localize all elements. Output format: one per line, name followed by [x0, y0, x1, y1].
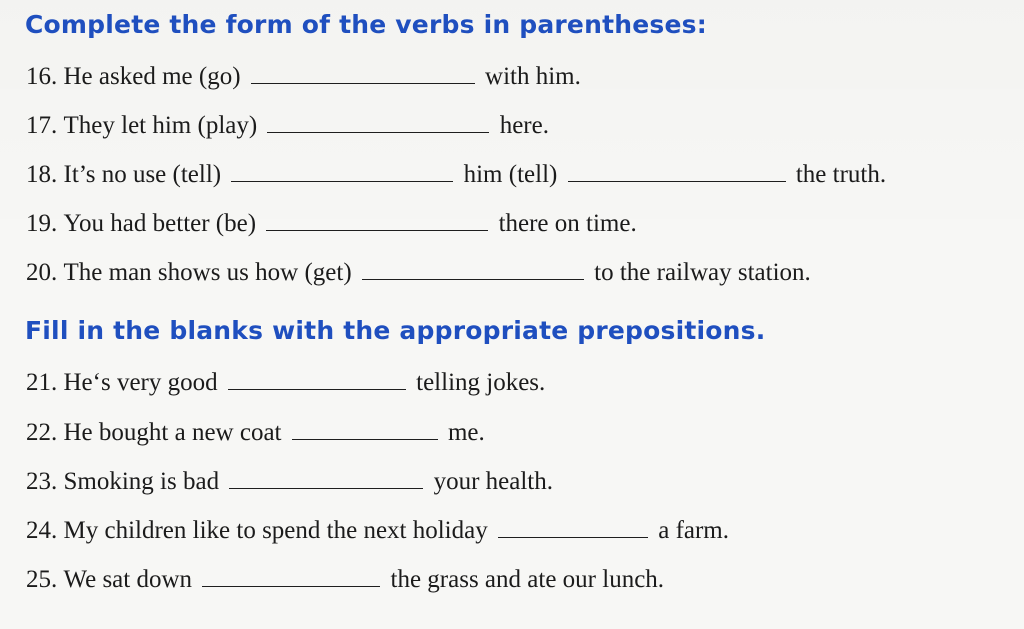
question-16 [26, 62, 581, 92]
question-19 [26, 209, 637, 239]
question-text-before: He asked me (go) [63, 63, 241, 90]
question-text-after: there on time. [498, 210, 637, 237]
question-text-before: He‘s very good [63, 369, 218, 396]
question-text-after: the truth. [795, 161, 887, 188]
question-number: 21. [26, 369, 58, 396]
question-text-before: He bought a new coat [63, 419, 282, 446]
question-text-after: the grass and ate our lunch. [390, 566, 665, 593]
question-text-after: me. [447, 419, 485, 446]
question-number: 25. [26, 566, 58, 593]
question-text-after: with him. [485, 63, 581, 90]
question-17 [26, 111, 549, 141]
section-heading-prepositions: Fill in the blanks with the appropriate prepositions. [25, 316, 766, 345]
question-23 [26, 467, 553, 497]
question-number: 23. [26, 468, 58, 495]
question-text-before: You had better (be) [63, 210, 257, 237]
answer-blank[interactable] [292, 419, 438, 440]
question-text-after: to the railway station. [594, 259, 811, 286]
question-24 [26, 516, 729, 546]
question-21 [26, 368, 545, 398]
question-number: 18. [26, 161, 58, 188]
answer-blank[interactable] [266, 210, 488, 231]
question-text-middle: him (tell) [463, 161, 558, 188]
question-text-before: It’s no use (tell) [63, 161, 222, 188]
answer-blank-1[interactable] [231, 161, 453, 182]
question-number: 17. [26, 112, 58, 139]
question-number: 19. [26, 210, 58, 237]
answer-blank[interactable] [228, 369, 406, 390]
answer-blank-2[interactable] [568, 161, 786, 182]
section-heading-verbs: Complete the form of the verbs in parentheses: [25, 10, 707, 39]
answer-blank[interactable] [229, 468, 423, 489]
answer-blank[interactable] [362, 259, 584, 280]
question-text-before: My children like to spend the next holiday [63, 517, 488, 544]
question-number: 16. [26, 63, 58, 90]
answer-blank[interactable] [251, 63, 475, 84]
question-text-after: a farm. [658, 517, 730, 544]
answer-blank[interactable] [498, 517, 648, 538]
question-text-after: telling jokes. [416, 369, 546, 396]
question-number: 22. [26, 419, 58, 446]
question-text-before: Smoking is bad [63, 468, 220, 495]
question-18 [26, 160, 886, 190]
question-number: 24. [26, 517, 58, 544]
answer-blank[interactable] [202, 566, 380, 587]
question-text-before: The man shows us how (get) [63, 259, 352, 286]
question-text-after: your health. [433, 468, 553, 495]
question-22 [26, 418, 485, 448]
question-number: 20. [26, 259, 58, 286]
question-text-before: We sat down [63, 566, 193, 593]
question-25 [26, 565, 664, 595]
question-text-before: They let him (play) [63, 112, 258, 139]
question-text-after: here. [499, 112, 549, 139]
question-20 [26, 258, 811, 288]
answer-blank[interactable] [267, 112, 489, 133]
